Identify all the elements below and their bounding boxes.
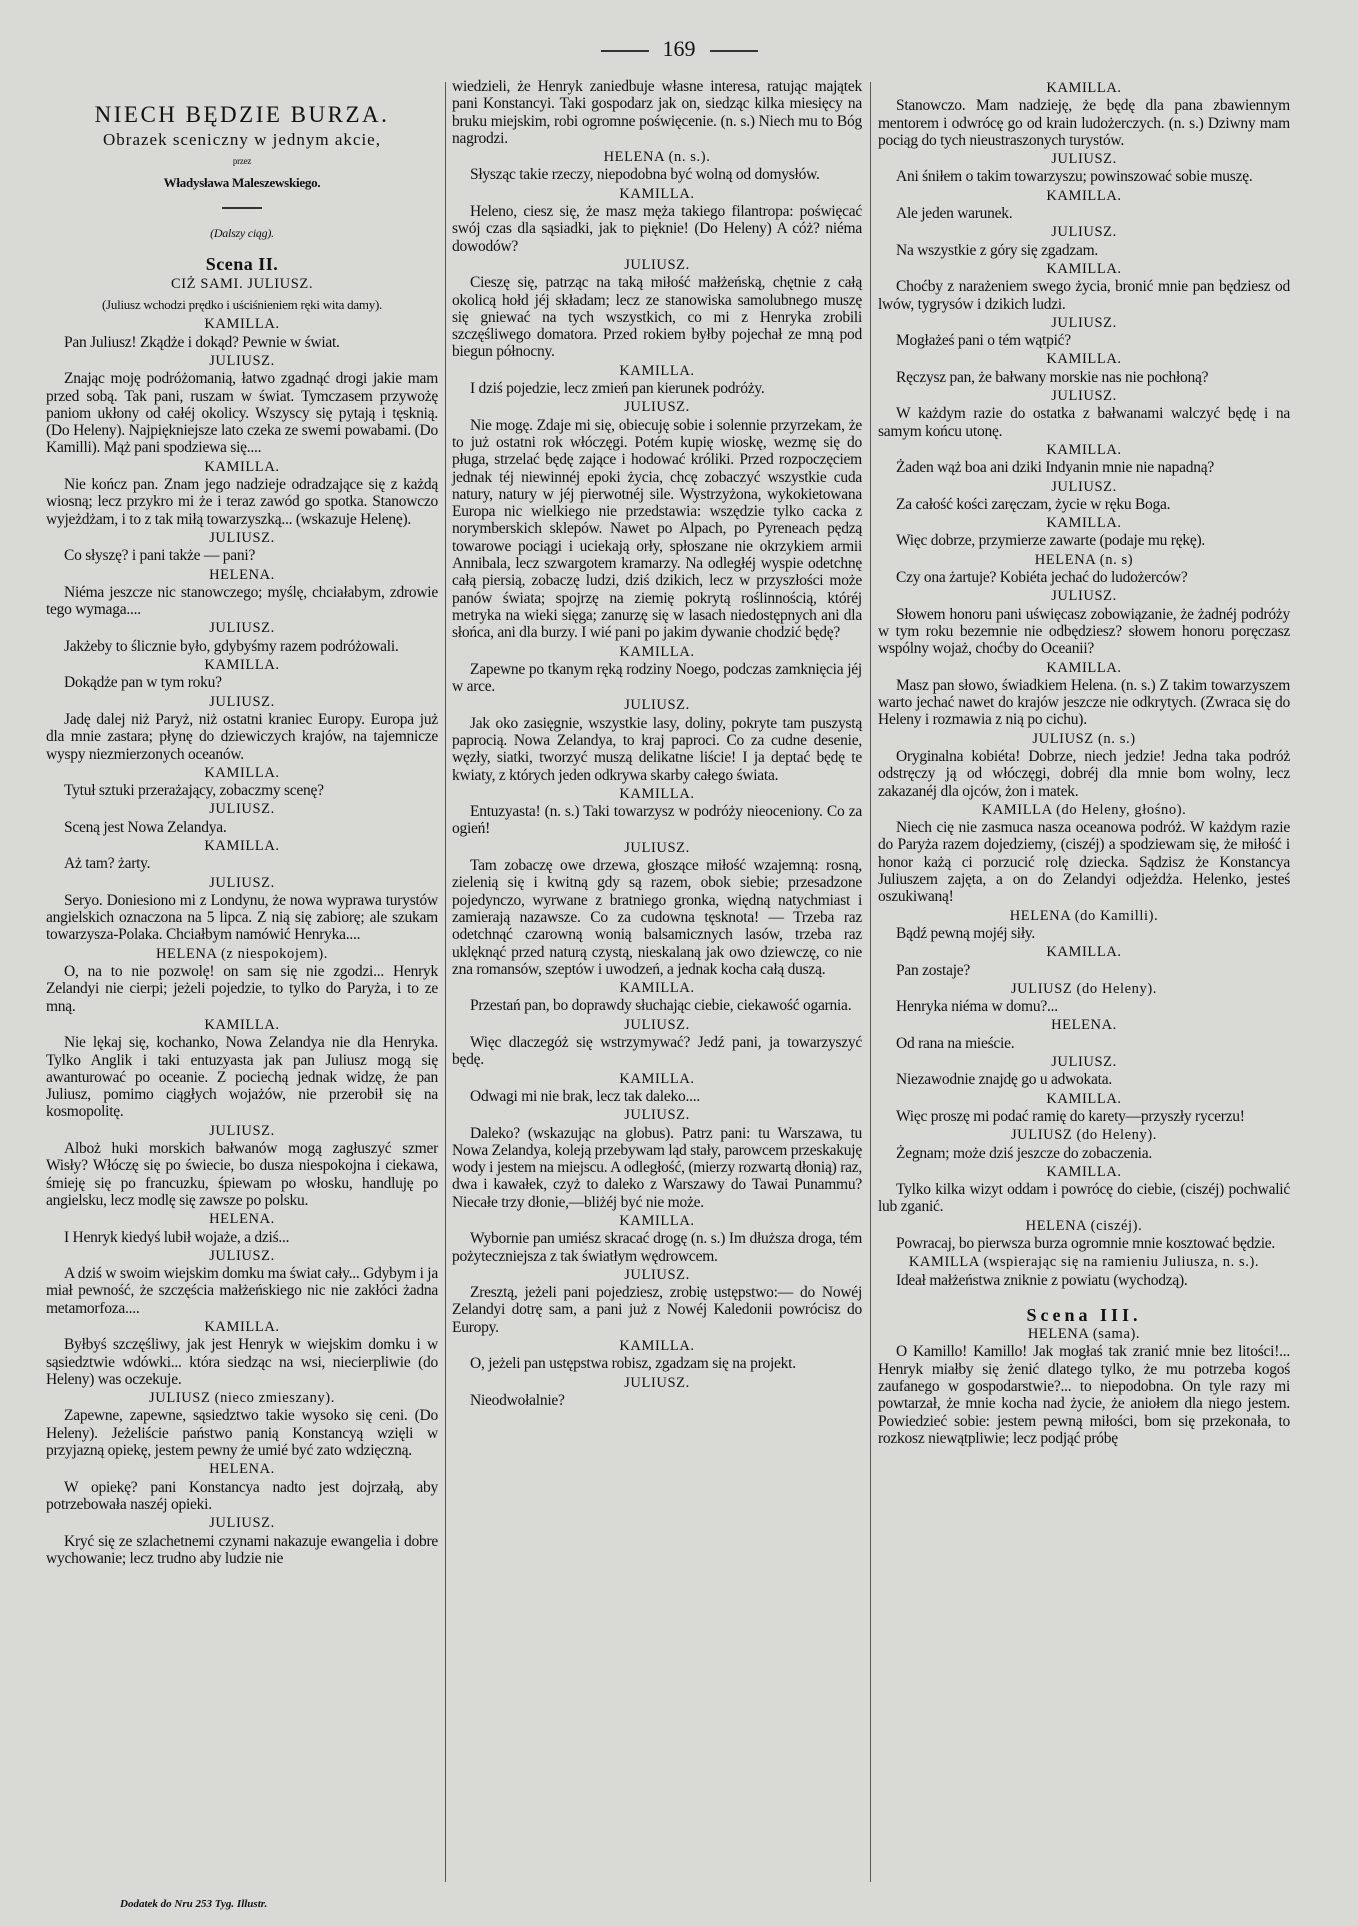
speaker-name: HELENA (n. s.). <box>603 149 711 166</box>
dialogue-paragraph: Bądź pewną mojéj siły. <box>896 924 1035 942</box>
dialogue-paragraph: Aż tam? żarty. <box>64 855 151 873</box>
dialogue-paragraph: Zresztą, jeżeli pani pojedziesz, zrobię ustępstwo:— do Nowéj Zelandyi dotrę sam, a pani już z Nowéj Kaledonii powrócisz do Europy. <box>452 1284 862 1336</box>
speaker-name: JULIUSZ (do Heleny). <box>1010 980 1158 997</box>
speaker-name: JULIUSZ. <box>624 1266 690 1283</box>
speaker-name: HELENA. <box>209 1461 275 1478</box>
dialogue-paragraph: Zapewne, zapewne, sąsiedztwo takie wysoko się ceni. (Do Heleny). Jeżeliście państwo panią Konstancyą wzięli w przyjazną opiekę, jestem pewny że umié być zato wdzięczną. <box>46 1407 438 1460</box>
dialogue-paragraph: Ale jeden warunek. <box>896 205 1013 223</box>
dialogue-paragraph: Entuzyasta! (n. s.) Taki towarzysz w podróży nieoceniony. Co za ogień! <box>452 803 862 838</box>
speaker-name: JULIUSZ. <box>1051 314 1117 331</box>
dialogue-paragraph: W każdym razie do ostatka z bałwanami walczyć będę i na samym końcu utonę. <box>878 405 1290 440</box>
speaker-name: KAMILLA. <box>204 458 280 475</box>
play-title: NIECH BĘDZIE BURZA. <box>94 102 390 127</box>
dialogue-paragraph: Czy ona żartuje? Kobiéta jechać do ludożerców? <box>896 569 1188 587</box>
dialogue-paragraph: Niéma jeszcze nic stanowczego; myślę, chciałabym, zdrowie tego wymaga.... <box>46 583 438 619</box>
dialogue-paragraph: Na wszystkie z góry się zgadzam. <box>896 241 1099 259</box>
speaker-name: JULIUSZ. <box>1051 1054 1117 1071</box>
dialogue-paragraph: Seryo. Doniesiono mi z Londynu, że nowa wyprawa turystów angielskich oznaczona na 5 lipca. Z nią się zabiorę; ale szukam towarzysza-Polaka. Chciałbym namówić Henryka.... <box>46 891 438 944</box>
speaker-name: JULIUSZ. <box>1051 478 1117 495</box>
dialogue-paragraph: Choćby z narażeniem swego życia, bronić mnie pan będziesz od lwów, tygrysów i dzikich ludzi. <box>878 278 1290 313</box>
dialogue-paragraph: Więc proszę mi podać ramię do karety—przyszły rycerzu! <box>896 1107 1245 1125</box>
column-2 <box>452 78 862 1409</box>
speaker-name: JULIUSZ. <box>209 693 275 710</box>
dialogue-paragraph: Daleko? (wskazując na globus). Patrz pani: tu Warszawa, tu Nowa Zelandya, koleją przebywam ląd stały, parowcem przeskakuję wody i jestem na miejscu. A odległość, (mierzy rozwartą dłonią) raz, dwa i kawałek, czyż to daleko z Warszawy do Tawai Punammu? Niecałe trzy dłonie,—bliżéj być nie może. <box>452 1124 862 1211</box>
speaker-name: JULIUSZ. <box>209 352 275 369</box>
speaker-name: JULIUSZ. <box>624 399 690 416</box>
speaker-name: JULIUSZ (n. s.) <box>1032 730 1136 747</box>
dialogue-paragraph: Za całość kości zaręczam, życie w ręku Boga. <box>896 495 1171 513</box>
speaker-name: HELENA (z niespokojem). <box>155 945 329 962</box>
speaker-name: KAMILLA. <box>619 785 695 802</box>
dialogue-paragraph: Ideał małżeństwa zniknie z powiatu (wychodzą). <box>896 1271 1188 1289</box>
speaker-name: JULIUSZ. <box>209 620 275 637</box>
speaker-name: KAMILLA (do Heleny, głośno). <box>981 801 1187 818</box>
speaker-name: KAMILLA. <box>619 362 695 379</box>
speaker-name: KAMILLA. <box>1046 515 1122 532</box>
dialogue-paragraph: O Kamillo! Kamillo! Jak mogłaś tak zranić mnie bez litości!... Henryk miałby się żenić dlatego tylko, że mu potrzeba kogoś zaufanego w gospodarstwie?... to niepodobna. On tyle razy mi powtarzał, że mnie kocha nad życie, że aniołem dla niego jestem. Powiedzieć sobie: jestem pewną miłości, bom się przekonała, to rozkosz niewątpliwie; lecz podjąć próbę <box>878 1343 1290 1447</box>
continuation-note: (Dalszy ciąg). <box>210 226 274 241</box>
speaker-name: JULIUSZ. <box>624 256 690 273</box>
speaker-name: JULIUSZ. <box>1051 588 1117 605</box>
speaker-name: KAMILLA. <box>619 1070 695 1087</box>
dialogue-paragraph: I Henryk kiedyś lubił wojaże, a dziś... <box>64 1228 290 1246</box>
dialogue-paragraph: Tam zobaczę owe drzewa, głoszące miłość wzajemną: rosną, zielenią się i kwitną gdy są razem, obok siebie; przesadzone pojedynczo, wyrwane z bratniego gronka, więdną natychmiast i zamierają nazawsze. Co za cudowna tęsknota! — Trzeba raz odetchnąć czarowną wonią balsamicznych lasów, trzeba raz uklęknąć przed naturą czystą, nieskalaną jak owo dziewczę, co nie zna romansów, szeptów i uwodzeń, a jednak kocha całą duszą. <box>452 857 862 978</box>
speaker-name: CIŻ SAMI. JULIUSZ. <box>170 275 314 292</box>
column-3 <box>878 78 1290 1447</box>
speaker-name: KAMILLA. <box>1046 441 1122 458</box>
page-number: 169 <box>0 36 1358 62</box>
speaker-name: JULIUSZ. <box>209 1122 275 1139</box>
speaker-name: JULIUSZ. <box>624 1107 690 1124</box>
dialogue-paragraph: I dziś pojedzie, lecz zmień pan kierunek podróży. <box>470 380 765 398</box>
speaker-name: JULIUSZ (do Heleny). <box>1010 1127 1158 1144</box>
dialogue-paragraph: Heleno, ciesz się, że masz męża takiego filantropa: poświęcać swój czas dla sąsiadki, jak to pięknie! (Do Heleny) A cóż? niéma dowodów? <box>452 203 862 255</box>
dialogue-paragraph: wiedzieli, że Henryk zaniedbuje własne interesa, ratując majątek pani Konstancyi. Taki gospodarz jak on, siedząc kilka miesięcy na bruku miejskim, robi ogromne poświęcenie. (n. s.) Niech mu to Bóg nagrodzi. <box>452 78 862 147</box>
dialogue-paragraph: Jakżeby to ślicznie było, gdybyśmy razem podróżowali. <box>64 637 399 655</box>
speaker-name: JULIUSZ. <box>209 529 275 546</box>
dialogue-paragraph: Słowem honoru pani uświęcasz zobowiązanie, że żadnéj podróży w tym roku bezemnie nie odbędziesz? słowem honoru poręczasz wspólny wojaż, choćby do Oceanii? <box>878 605 1290 658</box>
speaker-name: KAMILLA. <box>204 837 280 854</box>
dialogue-paragraph: Jadę dalej niż Paryż, niż ostatni kraniec Europy. Europa już dla mnie zastara; płynę do dziewiczych krajów, na tajemnicze wyspy niezmierzonych oceanów. <box>46 710 438 763</box>
dialogue-paragraph: Więc dobrze, przymierze zawarte (podaje mu rękę). <box>896 532 1205 550</box>
speaker-name: KAMILLA. <box>204 316 280 333</box>
speaker-name: KAMILLA. <box>1046 80 1122 96</box>
dialogue-paragraph: A dziś w swoim wiejskim domku ma świat cały... Gdybym i ja miał pewność, że szczęścia małżeńskiego nic nie zakłóci żadna metamorfoza.... <box>46 1265 438 1317</box>
dialogue-paragraph: Masz pan słowo, świadkiem Helena. (n. s.) Z takim towarzyszem warto jechać nawet do krajów jeszcze nie odkrytych. (Zwraca się do Heleny i rozmawia z nią po cichu). <box>878 676 1290 729</box>
speaker-name: JULIUSZ. <box>209 1247 275 1264</box>
dialogue-paragraph: Tylko kilka wizyt oddam i powrócę do ciebie, (ciszéj) pochwalić lub zganić. <box>878 1181 1290 1216</box>
speaker-name: KAMILLA. <box>204 1319 280 1335</box>
speaker-name: HELENA (ciszéj). <box>1025 1217 1143 1234</box>
speaker-name: JULIUSZ. <box>624 1374 690 1391</box>
speaker-name: JULIUSZ (nieco zmieszany). <box>149 1390 335 1407</box>
speaker-name: JULIUSZ. <box>624 1016 690 1033</box>
dialogue-paragraph: O, jeżeli pan ustępstwa robisz, zgadzam się na projekt. <box>470 1355 796 1373</box>
scene-heading: Scena II. <box>205 254 279 275</box>
dialogue-paragraph: Żaden wąż boa ani dziki Indyanin mnie nie napadną? <box>896 459 1215 477</box>
speaker-name: JULIUSZ. <box>209 801 275 818</box>
speaker-name: KAMILLA. <box>619 980 695 997</box>
dialogue-paragraph: Byłbyś szczęśliwy, jak jest Henryk w wiejskim domku i w sąsiedztwie wdówki... która siedząc na wsi, niecierpliwie (do Heleny) was oczekuje. <box>46 1336 438 1388</box>
dialogue-paragraph: Co słyszę? i pani także — pani? <box>64 547 256 565</box>
dialogue-paragraph: Od rana na mieście. <box>896 1034 1015 1052</box>
speaker-name: JULIUSZ. <box>1051 151 1117 168</box>
speaker-name: JULIUSZ. <box>209 874 275 891</box>
dialogue-paragraph: Henryka niéma w domu?... <box>896 998 1058 1016</box>
speaker-name: HELENA. <box>209 566 275 583</box>
column-rule <box>445 82 446 1882</box>
scene-heading: Scena III. <box>1026 1304 1142 1325</box>
dialogue-paragraph: Niezawodnie znajdę go u adwokata. <box>896 1071 1112 1089</box>
speaker-name: HELENA (n. s) <box>1034 551 1134 568</box>
dialogue-paragraph: Odwagi mi nie brak, lecz tak daleko.... <box>470 1087 700 1105</box>
dialogue-paragraph: Ręczysz pan, że bałwany morskie nas nie pochłoną? <box>896 368 1209 386</box>
dialogue-paragraph: Ani śniłem o takim towarzyszu; powinszować sobie muszę. <box>896 168 1253 186</box>
dialogue-paragraph: Nie kończ pan. Znam jego nadzieje odradzające się z każdą wiosną; lecz przykro mi że i teraz zawód go spotka. Stanowczo wyjeżdżam, i to z tak miłą towarzyszką... (wskazuje Helenę). <box>46 476 438 528</box>
dialogue-paragraph: Stanowczo. Mam nadzieję, że będę dla pana zbawiennym mentorem i odwrócę go od krain ludożerczych. (n. s.) Dziwny mam pociąg do tych nieustraszonych turystów. <box>878 97 1290 149</box>
speaker-name: KAMILLA. <box>1046 351 1122 368</box>
dialogue-paragraph: Alboż huki morskich bałwanów mogą zagłuszyć szmer Wisły? Włóczę się po świecie, bo dusza niespokojna i ciekawa, śmieję się po francuzku, śpiewam po włosku, handluję po angielsku, lecz modlę się zawsze po polsku. <box>46 1140 438 1209</box>
speaker-name: KAMILLA. <box>619 1213 695 1229</box>
speaker-name: KAMILLA. <box>1046 1163 1122 1180</box>
dialogue-paragraph: Mogłażeś pani o tém wątpić? <box>896 332 1071 350</box>
speaker-name: KAMILLA. <box>619 185 695 202</box>
dialogue-paragraph: Nie lękaj się, kochanko, Nowa Zelandya nie dla Henryka. Tylko Anglik i taki entuzyasta jak pan Juliusz mogą się awanturować po oceanie. Z pociechą jednak widzę, że pan Juliusz, pomimo ciągłych wojażów, nie przerobił się na kosmopolitę. <box>46 1034 438 1121</box>
speaker-name: JULIUSZ. <box>1051 388 1117 405</box>
dialogue-paragraph: O, na to nie pozwolę! on sam się nie zgodzi... Henryk Zelandyi nie cierpi; jeżeli pojedzie, to tylko do Paryża, i to ze mną. <box>46 963 438 1015</box>
speaker-name: HELENA (sama). <box>1027 1326 1141 1343</box>
dialogue-paragraph: Więc dlaczegóż się wstrzymywać? Jedź pani, ja towarzyszyć będę. <box>452 1034 862 1069</box>
speaker-name: JULIUSZ. <box>624 839 690 856</box>
column-1 <box>46 78 438 1567</box>
dialogue-paragraph: Jak oko zasięgnie, wszystkie lasy, doliny, pokryte tam puszystą paprocią. Nowa Zelandya, to kraj paproci. Co za cudne desenie, węzły, siatki, tworzyć muszą delikatne liście! I ja deptać będę te kwiaty, z których jeden odkrywa skarby całego świata. <box>452 714 862 784</box>
speaker-name: JULIUSZ. <box>209 1515 275 1532</box>
speaker-name: HELENA. <box>1051 1017 1117 1034</box>
speaker-name: KAMILLA (wspierając się na ramieniu Juliusza, n. s.). <box>908 1254 1260 1271</box>
speaker-name: KAMILLA. <box>1046 260 1122 277</box>
dialogue-paragraph: W opiekę? pani Konstancya nadto jest dojrzałą, aby potrzebowała naszéj opieki. <box>46 1478 438 1513</box>
dialogue-paragraph: Sceną jest Nowa Zelandya. <box>64 818 227 836</box>
dialogue-paragraph: Dokądże pan w tym roku? <box>64 674 222 692</box>
dialogue-paragraph: Nie mogę. Zdaje mi się, obiecuję sobie i solennie przyrzekam, że to już ostatni rok włóczęgi. Potém kupię wioskę, wezmę się do pługa, strzelać będę zające i hodować króliki. Przed rozpoczęciem jednak téj niewinnéj epoki życia, chcę zobaczyć wszystkie cuda natury, natury w jéj pierwotnéj sile. Wystrzyżona, wykokietowana Europa nic wielkiego nie przedstawia: wszędzie tylko cacka z norymberskich sklepów. Nawet po Alpach, po Pyreneach pędzą towarowe pociągi i uciekają orły, spłoszane nie okrzykiem armii Annibala, lecz szwargotem kramarzy. Na odległéj wyspie odetchnę całą piersią, zobaczę ludzi, dziś dzikich, lecz w przyszłości może panów świata; spojrzę na ziemię pokrytą roślinnością, któréj metryka na wieki sięga; zanurzę się w lasach niedostępnych ani dla słońca, ani dla burzy. I wié pani po jakim dywanie chodzić będę? <box>452 416 862 642</box>
play-subtitle: Obrazek sceniczny w jednym akcie, <box>103 130 381 150</box>
dialogue-paragraph: Słysząc takie rzeczy, niepodobna być wolną od domysłów. <box>470 166 820 184</box>
speaker-name: JULIUSZ. <box>1051 224 1117 241</box>
dialogue-paragraph: Powracaj, bo pierwsza burza ogromnie mnie kosztować będzie. <box>896 1235 1276 1252</box>
footer-note: Dodatek do Nru 253 Tyg. Illustr. <box>120 1898 268 1910</box>
dialogue-paragraph: Pan zostaje? <box>896 961 971 979</box>
dialogue-paragraph: Wybornie pan umiész skracać drogę (n. s.) Im dłuższa droga, tém pożyteczniejsza z tak światłym wędrowcem. <box>452 1230 862 1265</box>
dialogue-paragraph: Oryginalna kobiéta! Dobrze, niech jedzie! Jedna taka podróż odstręczy ją od włóczęgi, dobréj dla mnie bom wolny, lecz zakazanéj dla ojców, żon i matek. <box>878 747 1290 800</box>
speaker-name: KAMILLA. <box>1046 187 1122 204</box>
dialogue-paragraph: Zapewne po tkanym ręką rodziny Noego, podczas zamknięcia jéj w arce. <box>452 660 862 696</box>
speaker-name: KAMILLA. <box>204 1016 280 1033</box>
dialogue-paragraph: Pan Juliusz! Zkądże i dokąd? Pewnie w świat. <box>64 333 340 351</box>
dialogue-paragraph: Żegnam; może dziś jeszcze do zobaczenia. <box>896 1144 1152 1162</box>
speaker-name: HELENA. <box>209 1211 275 1228</box>
dialogue-paragraph: Tytuł sztuki przerażający, zobaczmy scenę? <box>64 782 324 800</box>
speaker-name: HELENA (do Kamilli). <box>1009 907 1159 924</box>
column-rule <box>870 82 871 1882</box>
dialogue-paragraph: Cieszę się, patrząc na taką miłość małżeńską, chętnie z całą okolicą hołd jéj składam; lecz ze stanowiska samolubnego muszę się gniewać na tych wszystkich, co mi z Henryka zrobili szczęśliwego domatora. Przed rokiem byłby pojechał ze mną pod biegun północny. <box>452 274 862 361</box>
speaker-name: JULIUSZ. <box>624 697 690 714</box>
speaker-name: KAMILLA. <box>619 1338 695 1355</box>
dialogue-paragraph: Znając moję podróżomanią, łatwo zgadnąć drogi jakie mam przed sobą. Tak pani, ruszam w świat. Tymczasem przywożę paniom ukłony od całéj okolicy. Wszyscy się pytają i tęsknią. (Do Heleny). Najpiękniejsze lato czeka ze swemi powabami. (Do Kamilli). Mąż pani spodziewa się.... <box>46 370 438 457</box>
speaker-name: KAMILLA. <box>204 657 280 674</box>
dialogue-paragraph: Kryć się ze szlachetnemi czynami nakazuje ewangelia i dobre wychowanie; lecz trudno aby ludzie nie <box>46 1532 438 1567</box>
author: Władysława Maleszewskiego. <box>163 174 321 190</box>
speaker-name: KAMILLA. <box>1046 944 1122 961</box>
speaker-name: KAMILLA. <box>1046 1090 1122 1107</box>
dialogue-paragraph: Nieodwołalnie? <box>470 1391 565 1409</box>
divider <box>222 207 262 209</box>
speaker-name: KAMILLA. <box>1046 659 1122 676</box>
dialogue-paragraph: Przestań pan, bo doprawdy słuchając ciebie, ciekawość ogarnia. <box>470 997 852 1015</box>
speaker-name: KAMILLA. <box>204 764 280 781</box>
by-label: przez <box>232 155 252 166</box>
speaker-name: KAMILLA. <box>619 643 695 660</box>
stage-direction: (Juliusz wchodzi prędko i uściśnieniem ręki wita damy). <box>101 297 383 313</box>
dialogue-paragraph: Niech cię nie zasmuca nasza oceanowa podróż. W każdym razie do Paryża razem dojedziemy, (ciszéj) a spodziewam się, że miłość i honor każą ci porzucić rolę dziecka. Sądzisz że Konstancya Juliuszem zajęta, a on do Zelandyi odjeżdża. Helenko, jesteś oszukiwaną! <box>878 819 1290 906</box>
